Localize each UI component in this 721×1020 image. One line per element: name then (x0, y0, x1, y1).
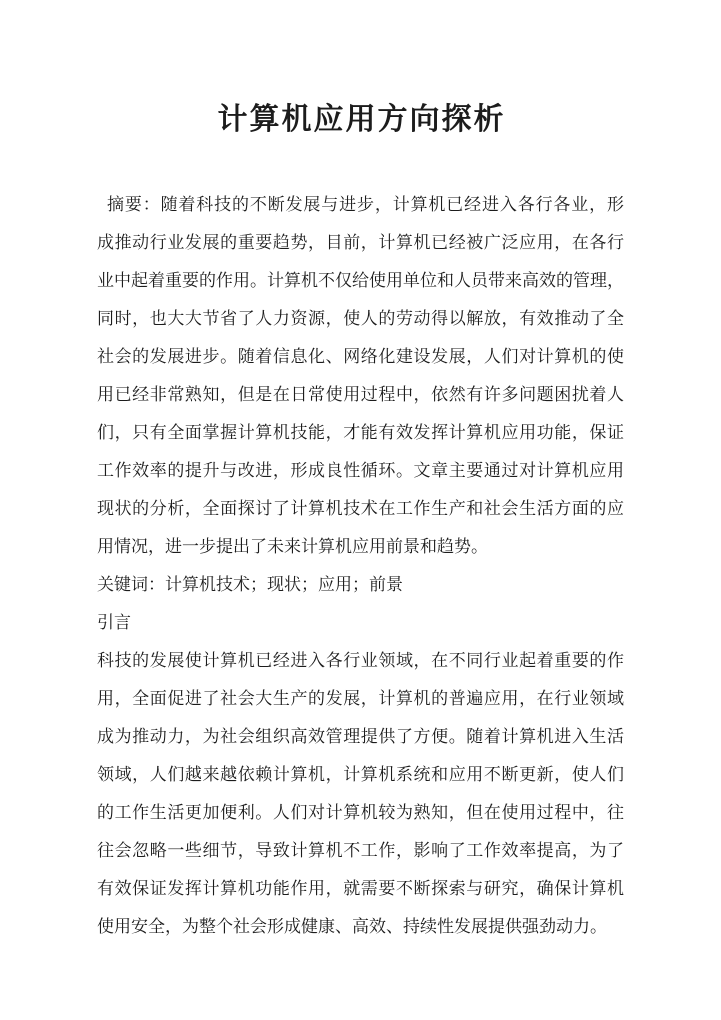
abstract-line: 们，只有全面掌握计算机技能，才能有效发挥计算机应用功能，保证 (97, 423, 624, 443)
abstract-line: 摘要：随着科技的不断发展与进步，计算机已经进入各行各业，形 (107, 195, 624, 215)
abstract-line: 业中起着重要的作用。计算机不仅给使用单位和人员带来高效的管理， (97, 271, 624, 291)
section-heading: 引言 (97, 613, 131, 633)
intro-line: 领域，人们越来越依赖计算机，计算机系统和应用不断更新，使人们 (97, 765, 624, 785)
document-title: 计算机应用方向探析 (217, 103, 506, 137)
intro-line: 的工作生活更加便利。人们对计算机较为熟知，但在使用过程中，往 (97, 803, 624, 823)
intro-line: 用，全面促进了社会大生产的发展，计算机的普遍应用，在行业领域 (97, 689, 624, 709)
intro-line: 使用安全，为整个社会形成健康、高效、持续性发展提供强劲动力。 (97, 917, 607, 937)
abstract-line: 社会的发展进步。随着信息化、网络化建设发展，人们对计算机的使 (97, 347, 624, 367)
abstract-paragraph (97, 186, 624, 566)
abstract-line: 用已经非常熟知，但是在日常使用过程中，依然有许多问题困扰着人 (97, 385, 624, 405)
intro-line: 成为推动力，为社会组织高效管理提供了方便。随着计算机进入生活 (97, 727, 624, 747)
abstract-line: 工作效率的提升与改进，形成良性循环。文章主要通过对计算机应用 (97, 461, 624, 481)
intro-line: 科技的发展使计算机已经进入各行业领域，在不同行业起着重要的作 (97, 651, 624, 671)
abstract-line: 成推动行业发展的重要趋势，目前，计算机已经被广泛应用，在各行 (97, 233, 624, 253)
abstract-line: 同时，也大大节省了人力资源，使人的劳动得以解放，有效推动了全 (97, 309, 624, 329)
document-body (97, 186, 624, 946)
intro-line: 有效保证发挥计算机功能作用，就需要不断探索与研究，确保计算机 (97, 879, 624, 899)
abstract-line: 现状的分析，全面探讨了计算机技术在工作生产和社会生活方面的应 (97, 499, 624, 519)
introduction-paragraph (97, 642, 624, 946)
keywords-line: 关键词：计算机技术；现状；应用；前景 (97, 575, 403, 595)
intro-line: 往会忽略一些细节，导致计算机不工作，影响了工作效率提高，为了 (97, 841, 624, 861)
abstract-line: 用情况，进一步提出了未来计算机应用前景和趋势。 (97, 537, 488, 557)
